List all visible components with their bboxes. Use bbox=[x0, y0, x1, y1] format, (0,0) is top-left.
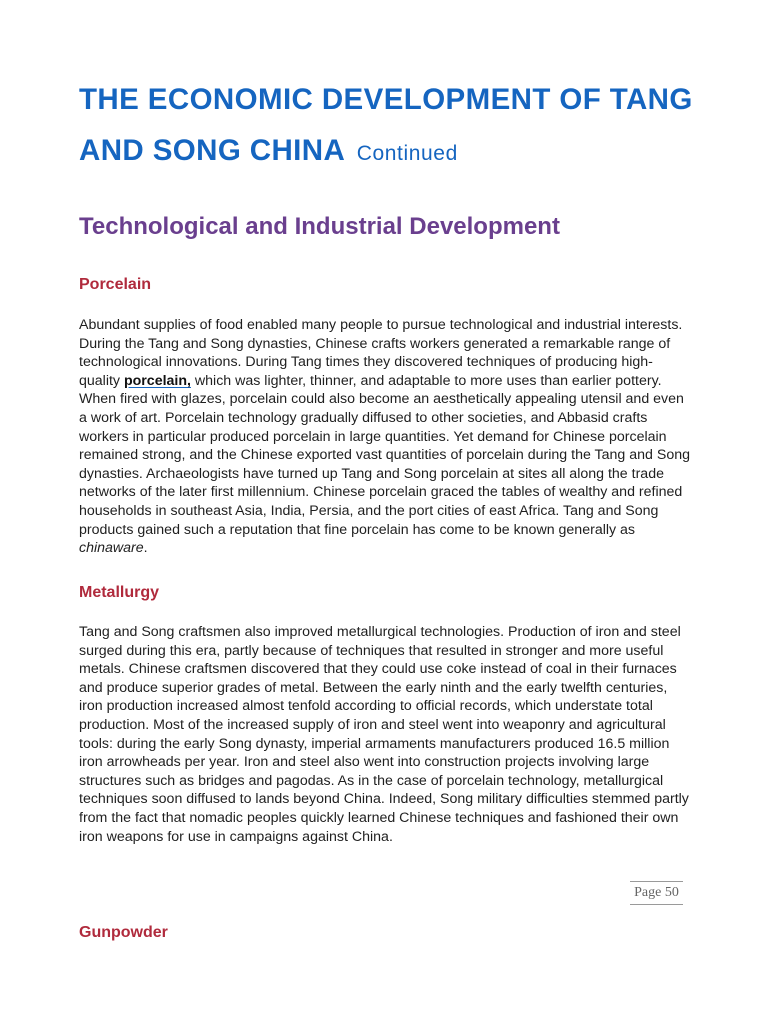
chinaware-emphasis: chinaware bbox=[79, 540, 144, 557]
page-title-main: THE ECONOMIC DEVELOPMENT OF TANG AND SONG CHINA bbox=[79, 83, 693, 167]
porcelain-heading: Porcelain bbox=[79, 276, 152, 293]
page-title-continued: Continued bbox=[356, 142, 458, 165]
gunpowder-heading: Gunpowder bbox=[79, 924, 168, 941]
porcelain-text-start: Abundant supplies of food enabled many people to pursue technological and industrial interests. During the Tang and Song dynasties, Chinese crafts workers generated a remarkable range of technological innovations. During Tang times they discovered techniques of producing high-quality bbox=[79, 317, 683, 389]
metallurgy-paragraph: Tang and Song craftsmen also improved metallurgical technologies. Production of iron and steel surged during this era, partly because of techniques that resulted in stronger and more useful metals. Chinese craftsmen discovered that they could use coke instead of coal in their furnaces and produce superior grades of metal. Between the early ninth and the early twelfth centuries, iron production increased almost tenfold according to official records, which understate total production. Most of the increased supply of iron and steel went into weaponry and agricultural tools: during the early Song dynasty, imperial armaments manufacturers produced 16.5 million iron arrowheads per year. Iron and steel also went into construction projects involving large structures such as bridges and pagodas. As in the case of porcelain technology, metallurgical techniques soon diffused to lands beyond China. Indeed, Song military difficulties stemmed partly from the fact that nomadic peoples quickly learned Chinese techniques and fashioned their own iron weapons for use in campaigns against China. bbox=[79, 624, 689, 845]
page-number-label: Page 50 bbox=[630, 881, 683, 905]
porcelain-text-middle: which was lighter, thinner, and adaptable to more uses than earlier pottery. When fired with glazes, porcelain could also become an aesthetically appealing utensil and even a work of art. Porcelain technology gradually diffused to other societies, and Abbasid crafts workers in particular produced porcelain in large quantities. Yet demand for Chinese porcelain remained strong, and the Chinese exported vast quantities of porcelain during the Tang and Song dynasties. Archaeologists have turned up Tang and Song porcelain at sites all along the trade networks of the later first millennium. Chinese porcelain graced the tables of wealthy and refined households in southeast Asia, India, Persia, and the port cities of east Africa. Tang and Song products gained such a reputation that fine porcelain has come to be known generally as bbox=[79, 372, 690, 538]
porcelain-paragraph bbox=[79, 316, 691, 558]
section-heading: Technological and Industrial Development bbox=[79, 213, 560, 240]
porcelain-glossary-link[interactable]: porcelain, bbox=[123, 372, 191, 389]
page-title bbox=[79, 74, 719, 179]
metallurgy-heading: Metallurgy bbox=[79, 584, 160, 601]
porcelain-text-end: . bbox=[143, 540, 148, 557]
